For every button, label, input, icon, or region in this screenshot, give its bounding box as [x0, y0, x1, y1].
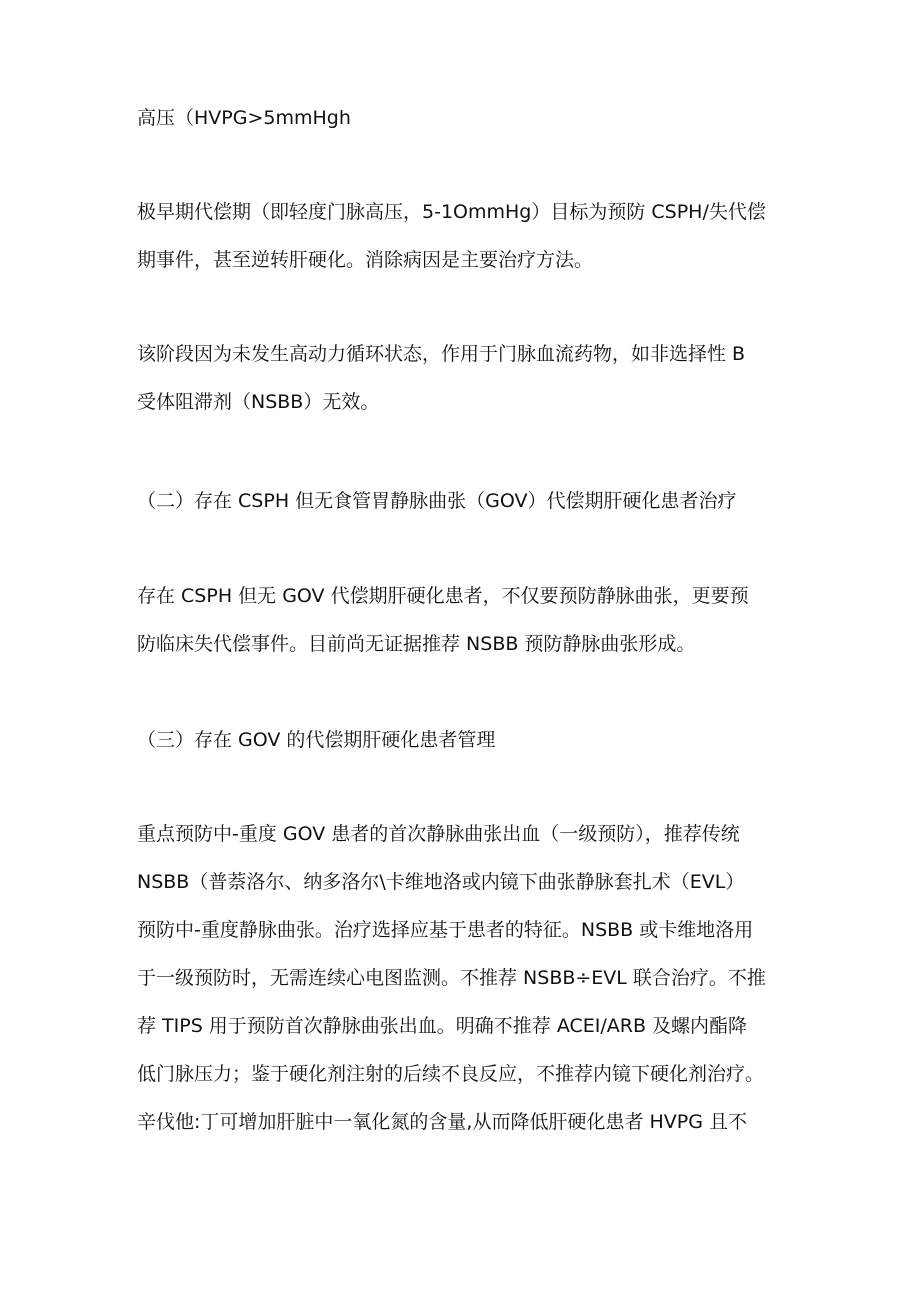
text-line: 期事件，甚至逆转肝硬化。消除病因是主要治疗方法。 — [137, 249, 594, 271]
section-heading-3 — [137, 716, 797, 764]
text-line: NSBB（普萘洛尔、纳多洛尔\卡维地洛或内镜下曲张静脉套扎术（EVL） — [137, 871, 745, 893]
text-line: 存在 CSPH 但无 GOV 代偿期肝硬化患者，不仅要预防静脉曲张，更要预 — [137, 585, 749, 607]
text-line: 防临床失代偿事件。目前尚无证据推荐 NSBB 预防静脉曲张形成。 — [137, 633, 696, 655]
paragraph-csph-without-gov — [137, 572, 797, 668]
paragraph-early-compensation — [137, 188, 797, 284]
text-line: 该阶段因为未发生高动力循环状态，作用于门脉血流药物，如非选择性 B — [137, 343, 746, 365]
paragraph-nsbb-ineffective — [137, 330, 797, 426]
text-line: 极早期代偿期（即轻度门脉高压，5-1OmmHg）目标为预防 CSPH/失代偿 — [137, 201, 766, 223]
text-line: 于一级预防时，无需连续心电图监测。不推荐 NSBB÷EVL 联合治疗。不推 — [137, 967, 766, 989]
section-heading-2 — [137, 477, 797, 525]
heading-line: （三）存在 GOV 的代偿期肝硬化患者管理 — [137, 729, 496, 751]
heading-line: （二）存在 CSPH 但无食管胃静脉曲张（GOV）代偿期肝硬化患者治疗 — [137, 490, 737, 512]
text-line: 预防中-重度静脉曲张。治疗选择应基于患者的特征。NSBB 或卡维地洛用 — [137, 919, 754, 941]
paragraph-hvpg-fragment — [137, 94, 797, 142]
text-line: 高压（HVPG>5mmHgh — [137, 107, 351, 129]
text-line: 受体阻滞剂（NSBB）无效。 — [137, 391, 380, 413]
text-line: 低门脉压力；鉴于硬化剂注射的后续不良反应，不推荐内镜下硬化剂治疗。 — [137, 1063, 765, 1085]
text-line: 荐 TIPS 用于预防首次静脉曲张出血。明确不推荐 ACEI/ARB 及螺内酯降 — [137, 1015, 748, 1037]
text-line: 重点预防中-重度 GOV 患者的首次静脉曲张出血（一级预防），推荐传统 — [137, 823, 740, 845]
paragraph-gov-management — [137, 810, 797, 1146]
text-line: 辛伐他:丁可增加肝脏中一氧化氮的含量,从而降低肝硬化患者 HVPG 且不 — [137, 1111, 747, 1133]
